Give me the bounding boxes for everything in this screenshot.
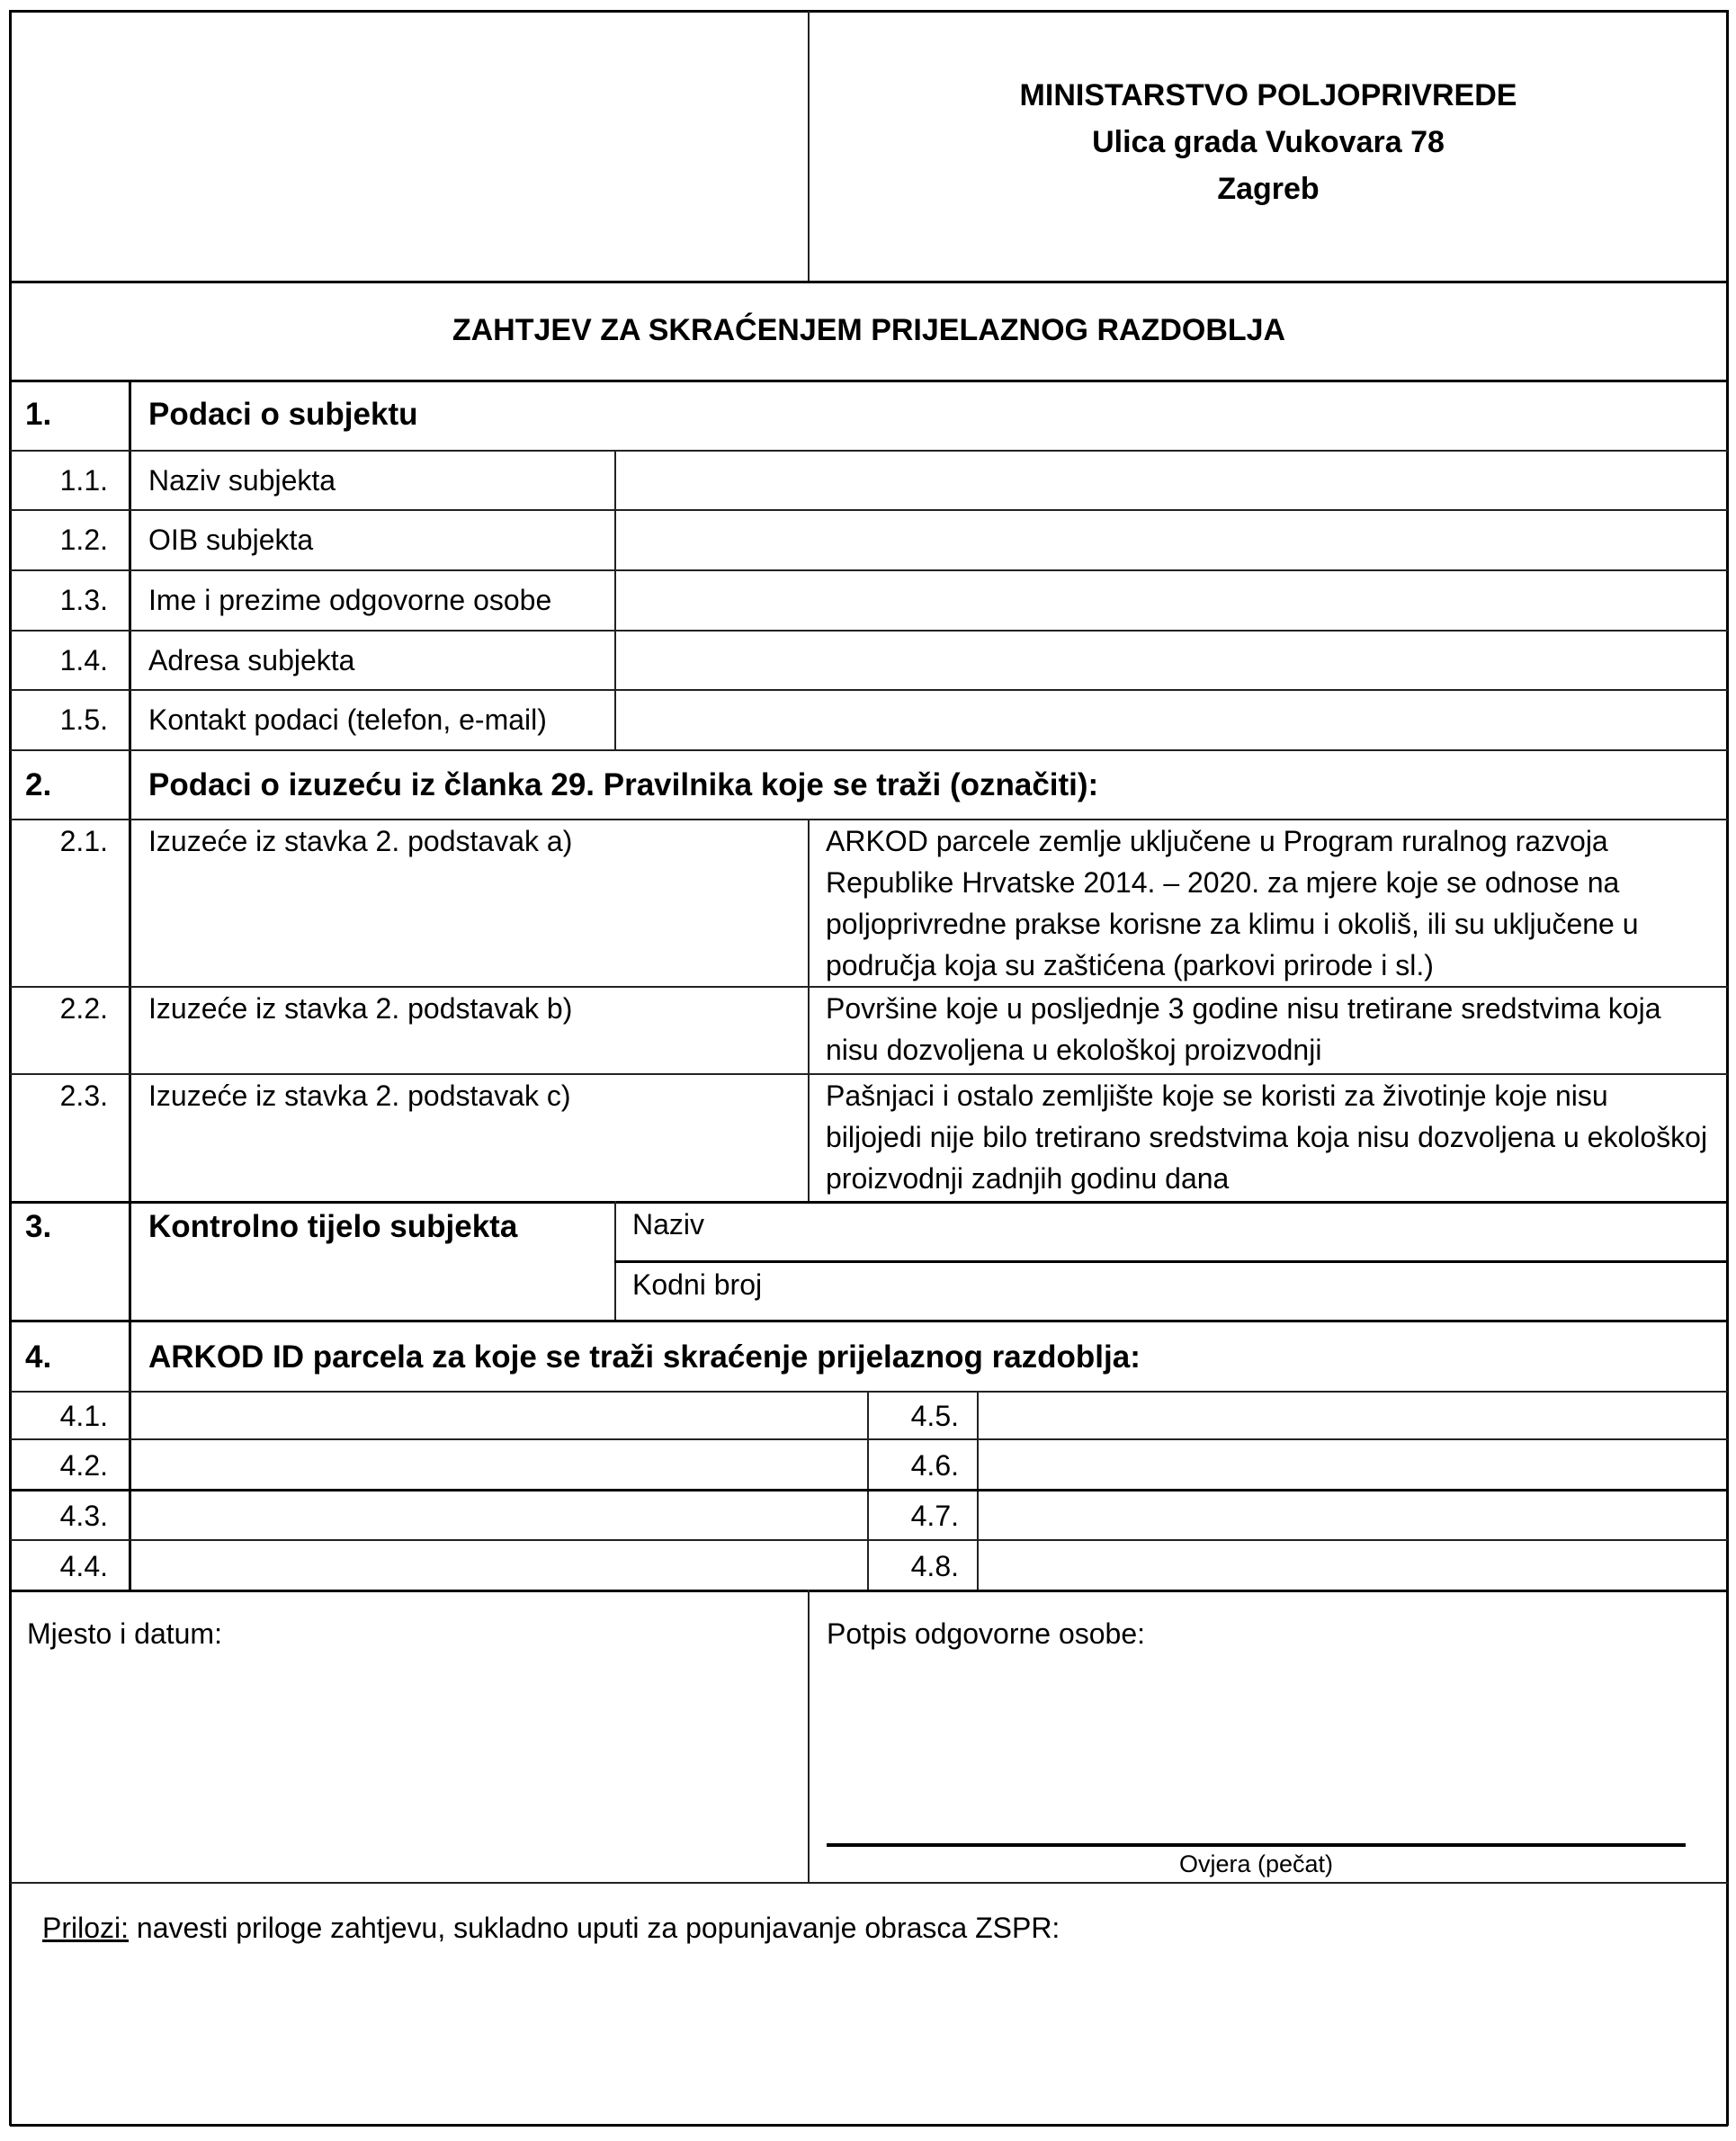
parcel-4-4-number: 4.4. <box>59 1550 108 1582</box>
divider <box>10 380 1728 382</box>
parcel-4-6-number: 4.6. <box>910 1449 959 1482</box>
control-body-code-input[interactable] <box>792 1265 1727 1319</box>
row-1-4-label: Adresa subjekta <box>148 644 355 676</box>
parcel-4-5-number: 4.5. <box>910 1400 959 1432</box>
signature-field[interactable] <box>811 1664 1723 1840</box>
row-2-2-number: 2.2. <box>59 992 108 1025</box>
contact-input[interactable] <box>619 693 1727 748</box>
place-date-field[interactable] <box>13 1664 804 1878</box>
ministry-address <box>810 72 1727 212</box>
divider <box>10 689 1728 691</box>
row-2-3-number: 2.3. <box>59 1079 108 1112</box>
divider <box>10 509 1728 511</box>
divider <box>10 1882 1728 1884</box>
parcel-4-3-number: 4.3. <box>59 1500 108 1532</box>
section-4-heading: ARKOD ID parcela za koje se traži skraćenje prijelaznog razdoblja: <box>148 1339 1141 1375</box>
divider <box>10 1320 1728 1322</box>
parcel-4-2-number: 4.2. <box>59 1449 108 1482</box>
control-body-code-label: Kodni broj <box>632 1268 763 1301</box>
row-1-3-label: Ime i prezime odgovorne osobe <box>148 584 552 616</box>
divider <box>10 1201 1728 1204</box>
attachments-text <box>42 1907 1060 1948</box>
parcel-4-2-input[interactable] <box>133 1442 867 1487</box>
attachments-field[interactable] <box>13 1957 1723 2122</box>
parcel-4-3-input[interactable] <box>133 1493 867 1538</box>
place-date-label: Mjesto i datum: <box>27 1617 222 1650</box>
row-1-3-number: 1.3. <box>59 584 108 616</box>
divider <box>10 630 1728 632</box>
row-1-5-label: Kontakt podaci (telefon, e-mail) <box>148 703 547 736</box>
logo-area <box>11 11 808 281</box>
divider <box>808 1590 810 1882</box>
form-title: ZAHTJEV ZA SKRAĆENJEM PRIJELAZNOG RAZDOBLJA <box>452 313 1286 347</box>
parcel-4-8-input[interactable] <box>980 1543 1727 1588</box>
row-2-1-number: 2.1. <box>59 825 108 857</box>
attachments-label: Prilozi: <box>42 1912 130 1944</box>
divider <box>10 569 1728 571</box>
border-bottom <box>10 2124 1728 2127</box>
row-2-3-description: Pašnjaci i ostalo zemljište koje se koristi za životinje koje nisu biljojedi nije bilo tretirano sredstvima koja nisu dozvoljena u ekološkoj proizvodnji zadnjih godinu dana <box>826 1079 1708 1195</box>
row-1-1-label: Naziv subjekta <box>148 464 336 497</box>
subject-name-input[interactable] <box>619 452 1727 508</box>
divider <box>10 1590 1728 1592</box>
row-1-1-number: 1.1. <box>59 464 108 497</box>
ministry-city: Zagreb <box>1217 172 1320 206</box>
divider <box>10 450 1728 452</box>
signature-label: Potpis odgovorne osobe: <box>827 1617 1146 1650</box>
responsible-person-input[interactable] <box>619 573 1727 629</box>
stamp-label: Ovjera (pečat) <box>1178 1850 1334 1877</box>
section-3-number: 3. <box>25 1209 52 1244</box>
parcel-4-6-input[interactable] <box>980 1442 1727 1487</box>
exemption-2-2[interactable] <box>11 988 1725 1073</box>
row-2-2-description: Površine koje u posljednje 3 godine nisu tretirane sredstvima koja nisu dozvoljena u ekološkoj proizvodnji <box>826 992 1661 1066</box>
exemption-2-1[interactable] <box>11 820 1725 986</box>
parcel-4-1-input[interactable] <box>133 1394 867 1438</box>
control-body-name-input[interactable] <box>765 1205 1727 1259</box>
row-1-2-label: OIB subjekta <box>148 524 314 556</box>
section-2-number: 2. <box>25 767 52 802</box>
exemption-2-3[interactable] <box>11 1075 1725 1201</box>
section-3-heading: Kontrolno tijelo subjekta <box>148 1209 518 1244</box>
parcel-4-7-input[interactable] <box>980 1493 1727 1538</box>
oib-input[interactable] <box>619 513 1727 569</box>
row-2-1-label: Izuzeće iz stavka 2. podstavak a) <box>148 825 573 857</box>
row-1-5-number: 1.5. <box>59 703 108 736</box>
parcel-4-8-number: 4.8. <box>910 1550 959 1582</box>
control-body-name-label: Naziv <box>632 1208 705 1241</box>
attachments-instructions: navesti priloge zahtjevu, sukladno uputi za popunjavanje obrasca ZSPR: <box>129 1912 1060 1944</box>
divider <box>10 1438 1728 1440</box>
subject-address-input[interactable] <box>619 632 1727 688</box>
section-4-number: 4. <box>25 1339 52 1375</box>
section-1-number: 1. <box>25 397 52 432</box>
divider <box>10 281 1728 283</box>
row-2-3-label: Izuzeće iz stavka 2. podstavak c) <box>148 1079 571 1112</box>
divider <box>614 450 616 749</box>
parcel-4-7-number: 4.7. <box>910 1500 959 1532</box>
row-2-1-description: ARKOD parcele zemlje uključene u Program ruralnog razvoja Republike Hrvatske 2014. – 2020. za mjere koje se odnose na poljoprivredne prakse korisne za klimu i okoliš, ili su uključene u područja koja su zaštićena (parkovi prirode i sl.) <box>826 825 1639 981</box>
section-2-heading: Podaci o izuzeću iz članka 29. Pravilnika koje se traži (označiti): <box>148 767 1099 802</box>
parcel-4-5-input[interactable] <box>980 1394 1727 1438</box>
parcel-4-4-input[interactable] <box>133 1543 867 1588</box>
row-1-4-number: 1.4. <box>59 644 108 676</box>
section-1-heading: Podaci o subjektu <box>148 397 418 432</box>
divider <box>10 1391 1728 1393</box>
row-2-2-label: Izuzeće iz stavka 2. podstavak b) <box>148 992 573 1025</box>
ministry-name: MINISTARSTVO POLJOPRIVREDE <box>1019 78 1517 112</box>
divider <box>10 1489 1728 1492</box>
parcel-4-1-number: 4.1. <box>59 1400 108 1432</box>
divider <box>614 1260 1728 1263</box>
ministry-street: Ulica grada Vukovara 78 <box>1092 125 1445 159</box>
divider <box>10 749 1728 751</box>
row-1-2-number: 1.2. <box>59 524 108 556</box>
divider <box>10 1539 1728 1541</box>
